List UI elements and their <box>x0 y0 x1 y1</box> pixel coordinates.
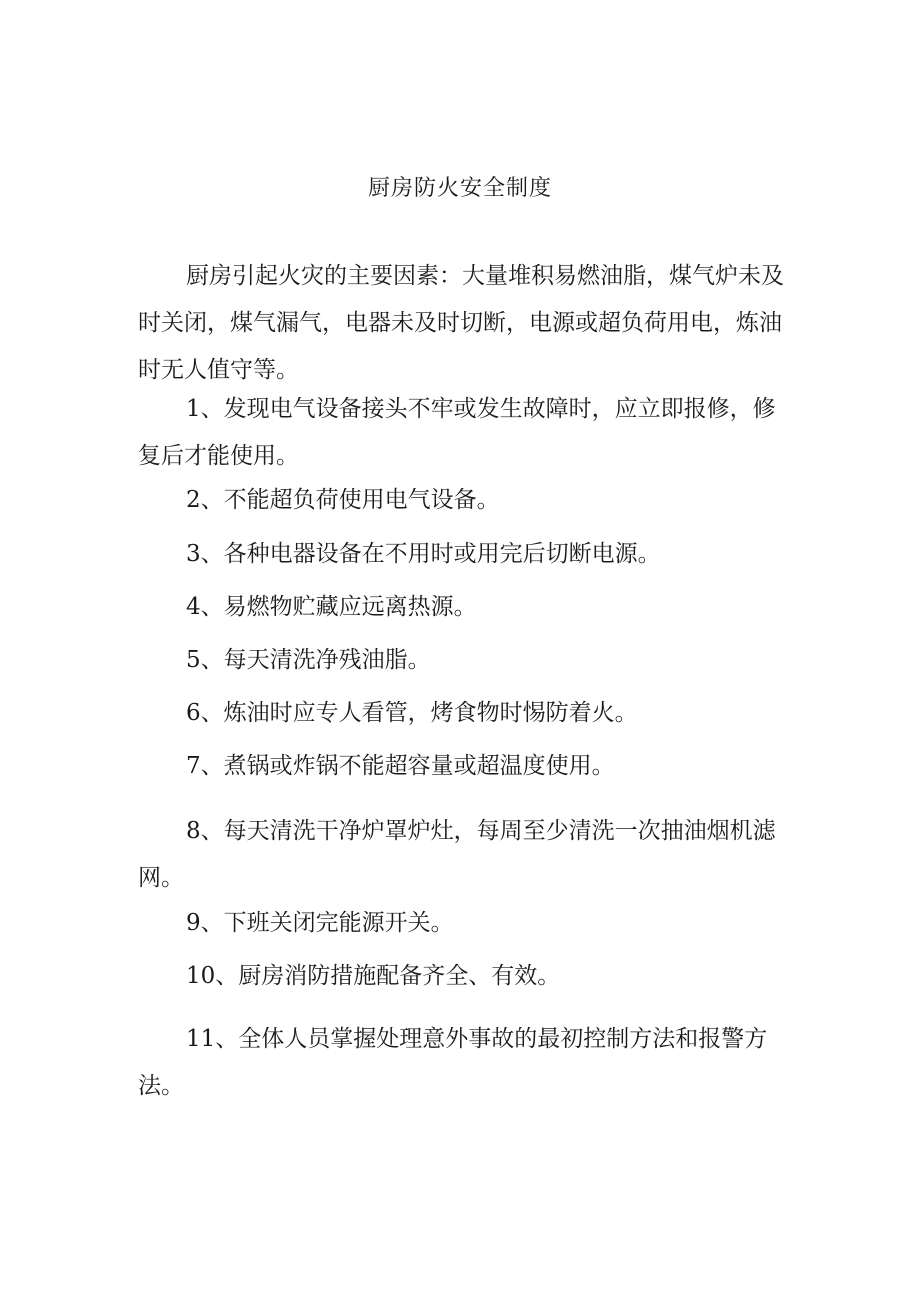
intro-paragraph: 厨房引起火灾的主要因素：大量堆积易燃油脂，煤气炉未及时关闭，煤气漏气，电器未及时切断，电源或超负荷用电，炼油时无人值守等。 <box>138 263 784 383</box>
rule-item: 5、每天清洗净残油脂。 <box>186 647 431 673</box>
page-title: 厨房防火安全制度 <box>367 176 552 201</box>
rule-item: 9、下班关闭完能源开关。 <box>186 910 454 936</box>
rule-item: 3、各种电器设备在不用时或用完后切断电源。 <box>186 541 661 567</box>
rule-item: 1、发现电气设备接头不牢或发生故障时，应立即报修，修复后才能使用。 <box>138 396 776 469</box>
rule-item: 4、易燃物贮藏应远离热源。 <box>186 594 477 620</box>
rule-item: 6、炼油时应专人看管，烤食物时惕防着火。 <box>186 700 638 726</box>
rule-item: 2、不能超负荷使用电气设备。 <box>186 487 500 513</box>
rule-item: 7、煮锅或炸锅不能超容量或超温度使用。 <box>186 753 615 779</box>
rule-item: 10、厨房消防措施配备齐全、有效。 <box>186 963 561 989</box>
rule-item: 11、全体人员掌握处理意外事故的最初控制方法和报警方法。 <box>138 1026 768 1099</box>
rule-item: 8、每天清洗干净炉罩炉灶，每周至少清洗一次抽油烟机滤网。 <box>138 818 776 891</box>
